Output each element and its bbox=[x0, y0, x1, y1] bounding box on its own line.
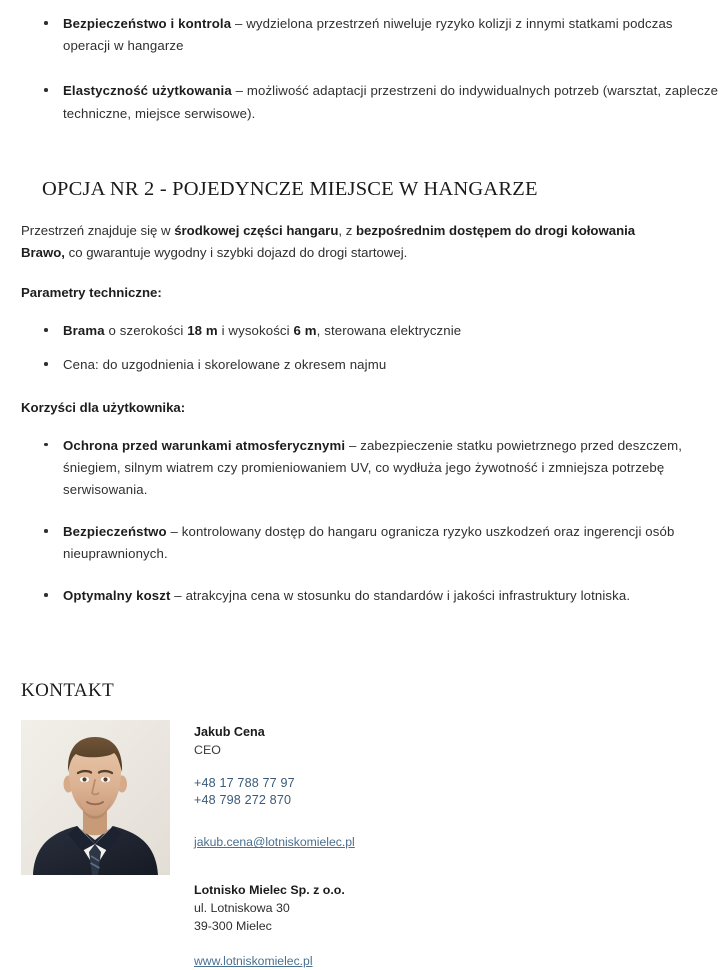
list-item bbox=[0, 80, 722, 124]
contact-details bbox=[194, 720, 355, 970]
list-item bbox=[0, 435, 722, 502]
website-link[interactable]: www.lotniskomielec.pl bbox=[194, 953, 313, 968]
company-website-line bbox=[194, 953, 355, 970]
bullet-bold-lead: Ochrona przed warunkami atmosferycznymi bbox=[63, 437, 346, 453]
company-name: Lotnisko Mielec Sp. z o.o. bbox=[194, 882, 345, 897]
contact-email-line bbox=[194, 834, 355, 852]
phone-primary[interactable]: +48 17 788 77 97 bbox=[194, 776, 295, 791]
list-item bbox=[0, 354, 722, 376]
contact-name: Jakub Cena bbox=[194, 724, 265, 739]
phone-secondary[interactable]: +48 798 272 870 bbox=[194, 792, 292, 807]
bullet-bold-width: 18 m bbox=[187, 323, 218, 339]
benefits-bullet-list bbox=[0, 435, 722, 608]
list-item bbox=[0, 521, 722, 565]
bullet-text: i wysokości bbox=[217, 323, 294, 339]
company-block bbox=[194, 882, 355, 970]
avatar bbox=[21, 720, 170, 875]
bullet-bold-height: 6 m bbox=[293, 323, 317, 339]
bullet-text: – kontrolowany dostęp do hangaru ogranicza ryzyko uszkodzeń oraz ingerencji osób nieuprawnionych. bbox=[63, 524, 675, 562]
intro-paragraph bbox=[0, 220, 722, 264]
email-link[interactable]: jakub.cena@lotniskomielec.pl bbox=[194, 835, 355, 850]
bullet-bold-lead: Bezpieczeństwo bbox=[63, 524, 167, 540]
bullet-bold-lead: Optymalny koszt bbox=[63, 588, 171, 604]
intro-bold-2: bezpośrednim dostępem do drogi kołowania Brawo, bbox=[21, 222, 636, 260]
bullet-text: , sterowana elektrycznie bbox=[316, 323, 462, 339]
top-bullet-list bbox=[0, 13, 722, 125]
list-item bbox=[0, 13, 722, 57]
intro-bold-1: środkowej części hangaru bbox=[174, 222, 339, 238]
bullet-text: o szerokości bbox=[104, 323, 188, 339]
intro-part-2: , z bbox=[338, 222, 356, 238]
bullet-text: – zabezpieczenie statku powietrznego przed deszczem, śniegiem, silnym wiatrem czy promieniowaniem UV, co wydłuża jego żywotność i zmniejsza potrzebę serwisowania. bbox=[63, 437, 683, 497]
bullet-text: – atrakcyjna cena w stosunku do standardów i jakości infrastruktury lotniska. bbox=[170, 588, 631, 604]
bullet-bold-lead: Brama bbox=[63, 323, 105, 339]
list-item bbox=[0, 320, 722, 342]
contact-phones bbox=[194, 775, 355, 808]
contact-role: CEO bbox=[194, 742, 221, 757]
intro-part-1: Przestrzeń znajduje się w bbox=[21, 222, 175, 238]
tech-bullet-list bbox=[0, 320, 722, 376]
contact-block bbox=[0, 720, 722, 970]
bullet-bold-lead: Bezpieczeństwo i kontrola bbox=[63, 16, 232, 31]
intro-part-3: co gwarantuje wygodny i szybki dojazd do drogi startowej. bbox=[64, 244, 408, 260]
benefits-label: Korzyści dla użytkownika: bbox=[21, 399, 186, 415]
company-city: 39-300 Mielec bbox=[194, 918, 272, 933]
bullet-text: – możliwość adaptacji przestrzeni do indywidualnych potrzeb (warsztat, zaplecze techniczne, miejsce serwisowe). bbox=[63, 83, 719, 121]
page-title: OPCJA NR 2 - POJEDYNCZE MIEJSCE W HANGARZE bbox=[42, 177, 538, 200]
bullet-bold-lead: Elastyczność użytkowania bbox=[63, 83, 232, 99]
tech-params-label: Parametry techniczne: bbox=[21, 285, 162, 301]
portrait-photo-icon bbox=[21, 720, 170, 875]
list-item bbox=[0, 585, 722, 607]
bullet-text: Cena: do uzgodnienia i skorelowane z okresem najmu bbox=[63, 357, 387, 373]
bullet-text: – wydzielona przestrzeń niweluje ryzyko kolizji z innymi statkami podczas operacji w hangarze bbox=[63, 16, 673, 54]
company-street: ul. Lotniskowa 30 bbox=[194, 900, 290, 915]
contact-heading: KONTAKT bbox=[21, 679, 115, 701]
